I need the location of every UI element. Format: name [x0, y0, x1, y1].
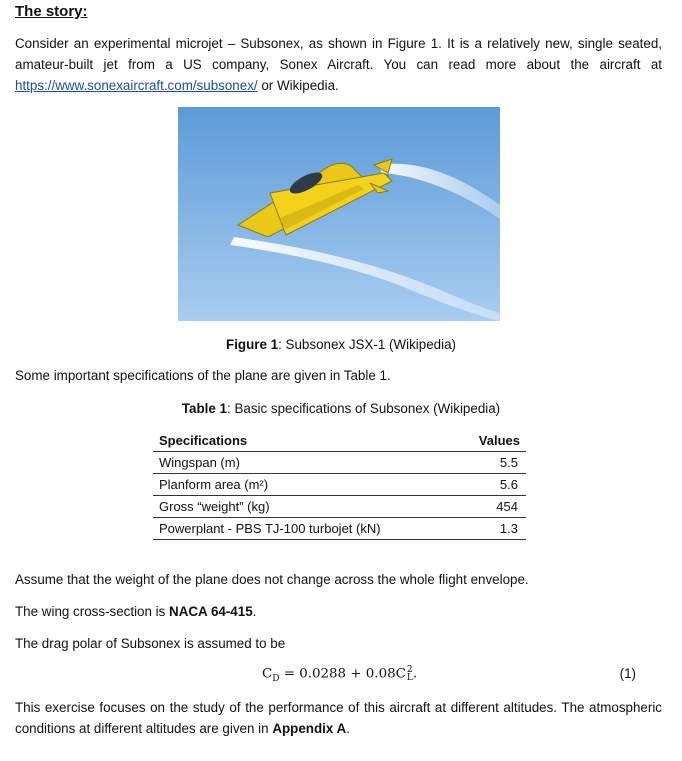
cd-symbol: C: [262, 666, 273, 682]
equation-rhs: = 0.0288 + 0.08C: [279, 666, 406, 682]
spec-value: 5.6: [457, 474, 526, 496]
equation-number: (1): [619, 666, 636, 681]
section-heading: The story:: [15, 3, 88, 20]
table-row: [153, 496, 526, 518]
closing-prefix: This exercise focuses on the study of the performance of this aircraft at different altitudes. The atmospheric conditions at different altitudes are given in: [15, 700, 662, 736]
spec-name: Planform area (m²): [153, 474, 457, 496]
table-header-row: [153, 430, 526, 452]
spec-name: Wingspan (m): [153, 452, 457, 474]
wing-paragraph: [15, 601, 662, 622]
sonex-link[interactable]: https://www.sonexaircraft.com/subsonex/: [15, 78, 258, 93]
subsonex-image: [178, 107, 500, 321]
specifications-table: [153, 430, 526, 540]
table-label: Table 1: [181, 401, 227, 416]
cl-superscript: 2: [406, 665, 413, 675]
closing-paragraph: [15, 697, 662, 739]
drag-intro: The drag polar of Subsonex is assumed to be: [15, 636, 286, 651]
cl-subscript: L: [406, 673, 413, 683]
airfoil-name: NACA 64-415: [169, 604, 253, 619]
figure-caption: [0, 337, 682, 352]
figure-label: Figure 1: [226, 337, 279, 352]
closing-suffix: .: [346, 721, 350, 736]
wing-prefix: The wing cross-section is: [15, 604, 170, 619]
equation-period: .: [412, 666, 418, 682]
drag-polar-equation: [0, 666, 682, 686]
weight-note: Assume that the weight of the plane does not change across the whole flight envelope.: [15, 572, 529, 587]
specs-intro: Some important specifications of the plane are given in Table 1.: [15, 368, 391, 383]
intro-paragraph: [15, 33, 662, 96]
wing-suffix: .: [252, 604, 257, 619]
intro-text: Consider an experimental microjet – Subsonex, as shown in Figure 1. It is a relatively new, single seated, amateur-built jet from a US company, Sonex Aircraft. You can read more about the aircraft at: [15, 36, 662, 72]
col-header-spec: Specifications: [153, 430, 457, 452]
table-caption-text: : Basic specifications of Subsonex (Wikipedia): [227, 401, 501, 416]
table-row: [153, 518, 526, 540]
table-caption: [0, 401, 682, 416]
spec-value: 5.5: [457, 452, 526, 474]
table-row: [153, 452, 526, 474]
col-header-values: Values: [457, 430, 526, 452]
spec-name: Powerplant - PBS TJ-100 turbojet (kN): [153, 518, 457, 540]
equation-expression: [262, 666, 417, 684]
intro-text-end: or Wikipedia.: [257, 78, 339, 93]
cd-subscript: D: [272, 674, 280, 685]
spec-value: 454: [457, 496, 526, 518]
table-row: [153, 474, 526, 496]
figure-caption-text: : Subsonex JSX-1 (Wikipedia): [278, 337, 456, 352]
aircraft-photo: [178, 107, 500, 321]
appendix-reference: Appendix A: [272, 721, 347, 736]
spec-name: Gross “weight” (kg): [153, 496, 457, 518]
spec-value: 1.3: [457, 518, 526, 540]
